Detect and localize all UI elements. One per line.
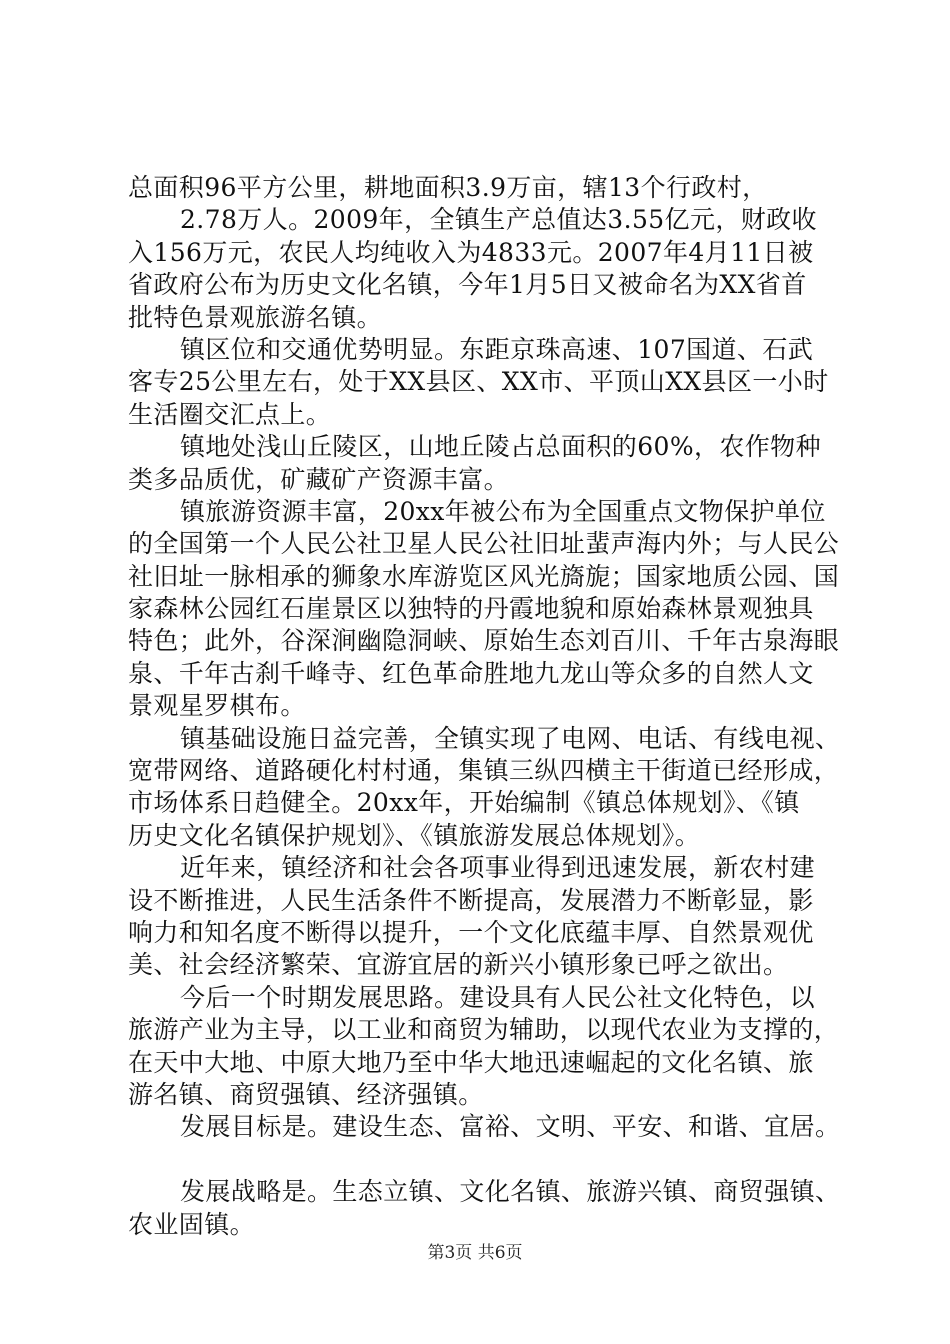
text-line: 生活圈交汇点上。 [128,399,332,429]
text-line: 发展战略是。生态立镇、文化名镇、旅游兴镇、商贸强镇、 [180,1177,841,1207]
text-line: 批特色景观旅游名镇。 [128,302,383,332]
text-line: 美、社会经济繁荣、宜游宜居的新兴小镇形象已呼之欲出。 [128,950,789,980]
text-line: 宽带网络、道路硬化村村通，集镇三纵四横主干街道已经形成， [128,756,840,786]
text-line: 景观星罗棋布。 [128,691,306,721]
text-line: 历史文化名镇保护规划》、《镇旅游发展总体规划》。 [128,820,701,850]
text-line: 入156万元，农民人均纯收入为4833元。2007年4月11日被 [128,237,814,267]
text-line: 特色；此外，谷深涧幽隐洞峡、原始生态刘百川、千年古泉海眼 [128,626,840,656]
text-line: 响力和知名度不断得以提升，一个文化底蕴丰厚、自然景观优 [128,917,814,947]
text-line: 总面积96平方公里，耕地面积3.9万亩，辖13个行政村， [128,173,768,202]
text-line: 游名镇、商贸强镇、经济强镇。 [128,1079,484,1109]
text-line: 在天中大地、中原大地乃至中华大地迅速崛起的文化名镇、旅 [128,1047,814,1077]
text-line: 2.78万人。2009年，全镇生产总值达3.55亿元，财政收 [180,205,817,235]
text-line: 省政府公布为历史文化名镇，今年1月5日又被命名为XX省首 [128,270,807,300]
text-line: 农业固镇。 [128,1209,256,1239]
text-line: 社旧址一脉相承的狮象水库游览区风光旖旎；国家地质公园、国 [128,561,840,591]
body-text [128,172,843,1241]
text-line: 镇地处浅山丘陵区，山地丘陵占总面积的60%，农作物种 [180,432,821,462]
text-line: 设不断推进，人民生活条件不断提高，发展潜力不断彰显，影 [128,885,814,915]
text-line: 旅游产业为主导，以工业和商贸为辅助，以现代农业为支撑的， [128,1015,840,1045]
text-line: 家森林公园红石崖景区以独特的丹霞地貌和原始森林景观独具 [128,594,814,624]
text-line: 镇基础设施日益完善，全镇实现了电网、电话、有线电视、 [180,723,841,753]
text-line: 今后一个时期发展思路。建设具有人民公社文化特色，以 [180,982,816,1012]
text-line: 近年来，镇经济和社会各项事业得到迅速发展，新农村建 [180,853,816,883]
blank-line [128,1144,843,1176]
text-line: 类多品质优，矿藏矿产资源丰富。 [128,464,510,494]
text-line: 镇区位和交通优势明显。东距京珠高速、107国道、石武 [180,334,814,364]
text-line: 泉、千年古刹千峰寺、红色革命胜地九龙山等众多的自然人文 [128,658,814,688]
text-line: 镇旅游资源丰富，20xx年被公布为全国重点文物保护单位 [180,496,826,526]
text-line: 发展目标是。建设生态、富裕、文明、平安、和谐、宜居。 [180,1112,841,1142]
page-footer: 第3页 共6页 [427,1243,523,1263]
text-line: 的全国第一个人民公社卫星人民公社旧址蜚声海内外；与人民公 [128,529,840,559]
text-line: 客专25公里左右，处于XX县区、XX市、平顶山XX县区一小时 [128,367,829,397]
text-line: 市场体系日趋健全。20xx年，开始编制《镇总体规划》、《镇 [128,788,800,818]
